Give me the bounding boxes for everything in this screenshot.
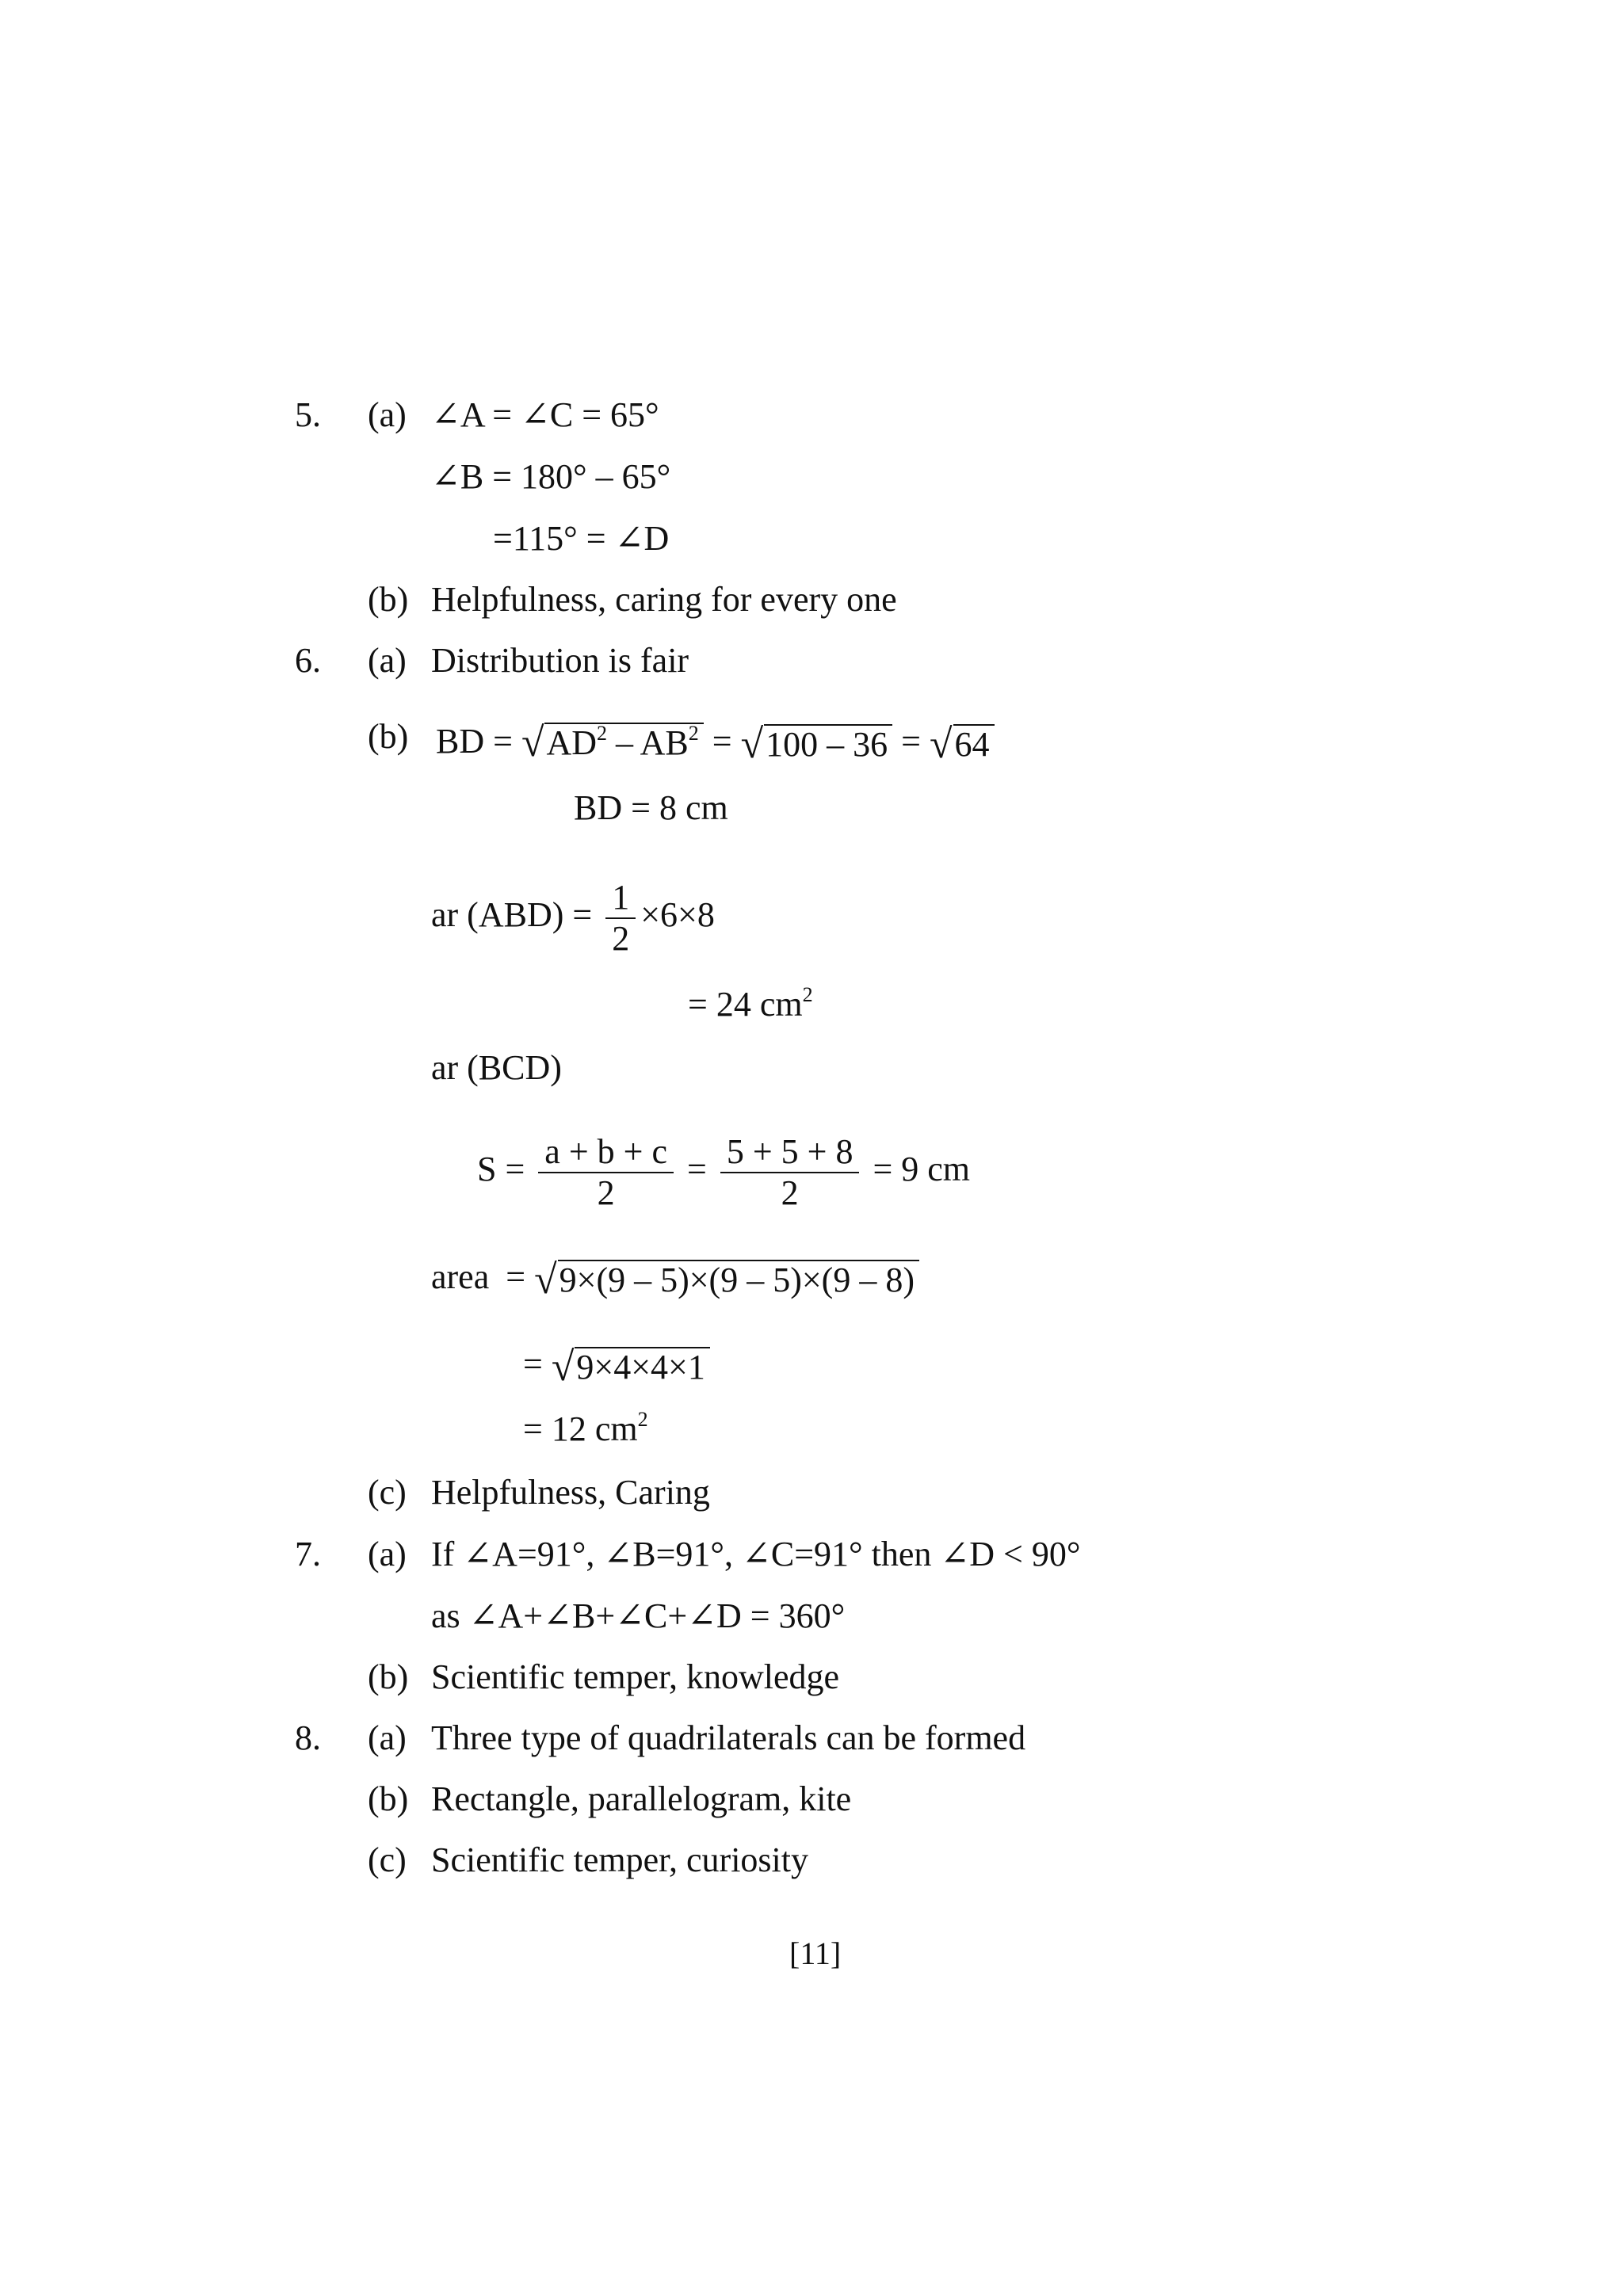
bd-radical-1: √ $AD^2 - AB^2$ — [521, 723, 704, 767]
s-lhs: S = — [477, 1150, 525, 1188]
abd-fraction: $\frac{1}{2}$ — [605, 878, 636, 959]
q5-b-text: Helpfulness, caring for every one — [431, 580, 897, 619]
q7-a-line2: as ∠A+∠B+∠C+∠D = 360° — [431, 1596, 846, 1635]
q5-a-label: (a) — [368, 395, 407, 434]
s-fraction-1: $\frac{a + b + c}{2}$ — [538, 1132, 674, 1213]
q6-c-label: (c) — [368, 1473, 407, 1512]
area-radical-1: √ 9×(9 – 5)×(9 – 5)×(9 – 8) — [534, 1260, 919, 1301]
q7-number: 7. — [295, 1535, 321, 1573]
q5-number: 5. — [295, 395, 321, 434]
bd-equals-3: = — [901, 722, 921, 761]
s-equals: = — [686, 1150, 707, 1188]
q5-a-line2: ∠B = 180° – 65° — [431, 457, 671, 496]
bcd-label: ar (BCD) — [431, 1048, 562, 1087]
q6-c-text: Helpfulness, Caring — [431, 1473, 710, 1512]
area-equals: = — [506, 1257, 526, 1296]
q8-c-label: (c) — [368, 1840, 407, 1879]
abd-result: = 24 $cm^2$ — [688, 983, 813, 1024]
bd-lhs: BD = — [436, 722, 513, 761]
q8-number: 8. — [295, 1718, 321, 1757]
q6-a-text: Distribution is fair — [431, 641, 689, 680]
area-result: = 12 $cm^2$ — [523, 1408, 648, 1448]
semi-perimeter-equation — [477, 1125, 970, 1214]
q7-a-label: (a) — [368, 1535, 407, 1573]
s-result: = 9 cm — [873, 1150, 971, 1188]
bd-equation — [436, 719, 995, 767]
page-number: [11] — [789, 1936, 842, 1971]
abd-product: ×6×8 — [640, 895, 715, 934]
q8-c-text: Scientific temper, curiosity — [431, 1840, 808, 1879]
q5-a-line3: =115° = ∠D — [493, 519, 670, 558]
area-step-2 — [523, 1344, 710, 1390]
area-label: area — [431, 1257, 490, 1296]
bd-equals-2: = — [712, 722, 732, 761]
q5-b-label: (b) — [368, 580, 409, 619]
q8-a-label: (a) — [368, 1718, 407, 1757]
q8-a-text: Three type of quadrilaterals can be formed — [431, 1718, 1026, 1757]
q6-number: 6. — [295, 641, 321, 680]
bd-radical-2: √ 100 – 36 — [741, 724, 893, 765]
q5-a-line1: ∠A = ∠C = 65° — [431, 395, 659, 434]
area-radical-2: √ 9×4×4×1 — [552, 1347, 710, 1388]
bd-radical-3: √ 64 — [930, 724, 995, 765]
q7-b-text: Scientific temper, knowledge — [431, 1657, 840, 1696]
s-fraction-2: $\frac{5 + 5 + 8}{2}$ — [720, 1132, 860, 1213]
q8-b-text: Rectangle, parallelogram, kite — [431, 1779, 852, 1818]
q7-a-line1: If ∠A=91°, ∠B=91°, ∠C=91° then ∠D < 90° — [431, 1535, 1081, 1573]
area-equals-2: = — [523, 1344, 543, 1383]
bd-result: BD = 8 cm — [574, 788, 728, 827]
q8-b-label: (b) — [368, 1779, 409, 1818]
q6-b-label: (b) — [368, 717, 409, 756]
abd-equation — [431, 871, 715, 959]
abd-lhs: ar (ABD) = — [431, 895, 593, 934]
q7-b-label: (b) — [368, 1657, 409, 1696]
q6-a-label: (a) — [368, 641, 407, 680]
area-equation — [431, 1257, 919, 1302]
